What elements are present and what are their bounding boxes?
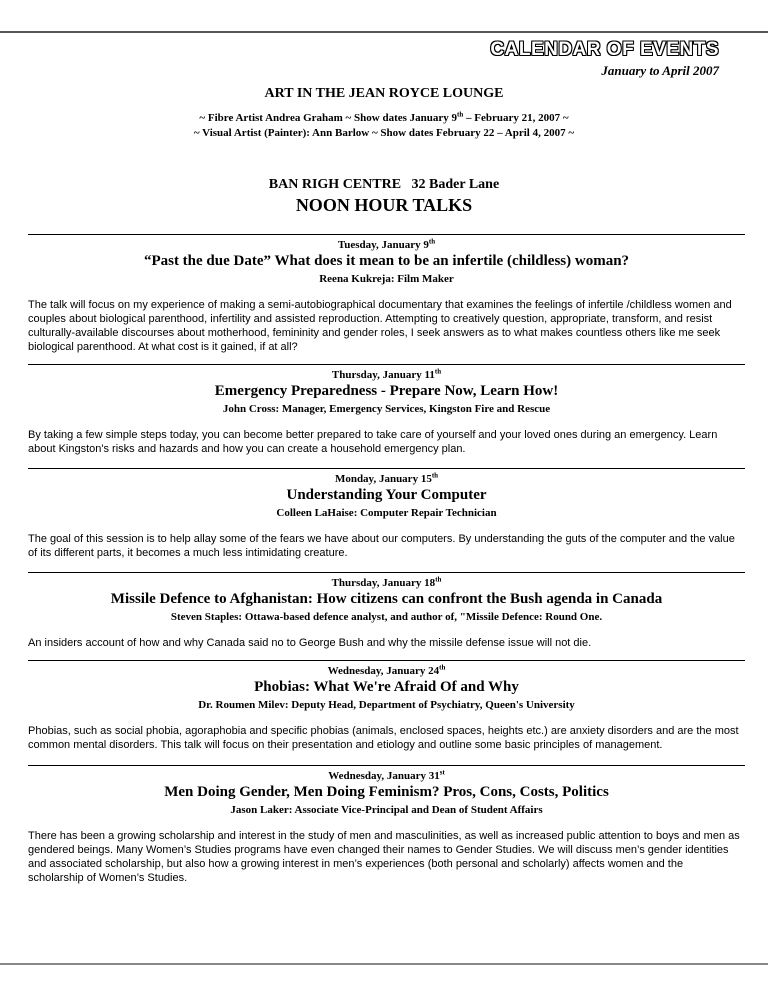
event-date: Wednesday, January 24th — [327, 663, 446, 677]
event-block — [28, 364, 745, 456]
art-show-line-1: ~ Fibre Artist Andrea Graham ~ Show dates January 9th – February 21, 2007 ~ — [199, 110, 569, 124]
bottom-rule — [0, 963, 768, 965]
event-speaker: Reena Kukreja: Film Maker — [319, 273, 454, 285]
event-title: Missile Defence to Afghanistan: How citizens can confront the Bush agenda in Canada — [110, 591, 663, 607]
series-title: NOON HOUR TALKS — [295, 195, 473, 215]
event-block — [28, 765, 745, 885]
event-description: By taking a few simple steps today, you can become better prepared to take care of yourself and your loved ones during an emergency. Learn about Kingston's risks and hazards and how you can create a household emergency plan. — [28, 429, 718, 455]
venue-line — [0, 177, 768, 193]
art-heading: ART IN THE JEAN ROYCE LOUNGE — [264, 86, 504, 101]
event-speaker: Dr. Roumen Milev: Deputy Head, Department of Psychiatry, Queen's University — [198, 699, 575, 711]
event-block — [28, 572, 745, 650]
event-date: Tuesday, January 9th — [337, 237, 436, 251]
event-description: The goal of this session is to help allay some of the fears we have about our computers. By understanding the guts of the computer and the value of its different parts, it becomes a much less intimidating creature. — [28, 533, 735, 559]
event-title: Emergency Preparedness - Prepare Now, Learn How! — [214, 383, 559, 399]
event-speaker: Steven Staples: Ottawa-based defence analyst, and author of, "Missile Defence: Round One. — [170, 611, 603, 623]
top-rule — [0, 31, 768, 33]
event-title: Men Doing Gender, Men Doing Feminism? Pros, Cons, Costs, Politics — [164, 784, 609, 800]
event-description: There has been a growing scholarship and interest in the study of men and masculinities, as well as increased public attention to boys and men as gendered beings. Many Women’s Studies programs have even changed their names to Gender Studies. We will discuss men’s gender identities and associated scholarship, but also how a growing interest in men’s experiences (both personal and scholarly) affects women and the scholarship of Women’s Studies. — [28, 830, 740, 884]
date-range: January to April 2007 — [601, 63, 719, 78]
event-block — [28, 468, 745, 560]
event-speaker: Colleen LaHaise: Computer Repair Technician — [276, 507, 497, 519]
event-speaker: John Cross: Manager, Emergency Services, Kingston Fire and Rescue — [222, 403, 551, 415]
event-speaker: Jason Laker: Associate Vice-Principal and Dean of Student Affairs — [230, 804, 543, 816]
event-title: Understanding Your Computer — [286, 487, 487, 503]
art-show-line-2: ~ Visual Artist (Painter): Ann Barlow ~ Show dates February 22 – April 4, 2007 ~ — [193, 127, 575, 139]
venue-name: BAN RIGH CENTRE — [268, 177, 402, 192]
event-title: “Past the due Date” What does it mean to be an infertile (childless) woman? — [143, 253, 630, 269]
event-description: An insiders account of how and why Canada said no to George Bush and why the missile defense issue will not die. — [28, 637, 592, 649]
event-description: The talk will focus on my experience of making a semi-autobiographical documentary that examines the feelings of infertile /childless women and couples about biological parenthood, infertility and assisted reproduction. Attempting to creatively question, appropriate, transform, and resist culturally-available discourses about motherhood, femininity and gender roles, I seek answers as to what makes countless others like me seek biological parenthood. At what cost is it gained, if at all? — [28, 299, 732, 353]
event-date: Thursday, January 18th — [331, 575, 442, 589]
event-date: Thursday, January 11th — [331, 367, 442, 381]
event-date: Wednesday, January 31st — [328, 768, 445, 782]
event-block — [28, 660, 745, 752]
event-date: Monday, January 15th — [334, 471, 439, 485]
event-description: Phobias, such as social phobia, agoraphobia and specific phobias (animals, enclosed spaces, heights etc.) are anxiety disorders and are the most common mental disorders. This talk will focus on their presentation and etiology and outline some basic principles of management. — [28, 725, 739, 751]
venue-address: 32 Bader Lane — [411, 177, 500, 192]
event-title: Phobias: What We're Afraid Of and Why — [254, 679, 519, 695]
calendar-title: CALENDAR OF EVENTS — [490, 39, 719, 60]
event-block — [28, 234, 745, 354]
